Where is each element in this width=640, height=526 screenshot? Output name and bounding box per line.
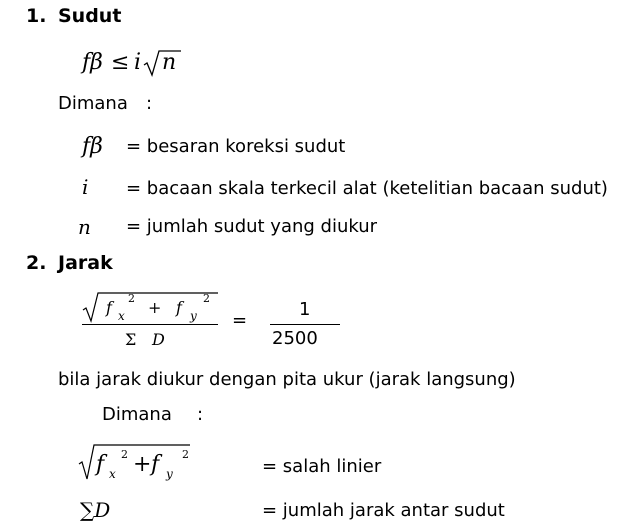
numerator-exp: 2 [203,292,210,305]
where-colon: : [146,93,153,114]
numerator-exp: 2 [128,292,135,305]
def-exp: 2 [182,448,189,461]
rhs-numerator: 1 [299,299,311,320]
numerator-f: f [176,298,182,317]
where-label: Dimana [58,93,128,114]
section-2-title: Jarak [58,252,113,274]
def-plus: + [133,452,152,477]
definition-text-n: = jumlah sudut yang diukur [126,216,378,237]
definition-text-i: = bacaan skala terkecil alat (ketelitian bacaan sudut) [126,178,608,199]
numerator-plus: + [148,298,162,317]
definition-text-fbeta: = besaran koreksi sudut [126,136,346,157]
fraction-bar [82,324,218,325]
definition-symbol-i: i [82,175,89,199]
definition-text-linear-error: = salah linier [262,456,382,477]
denominator-sigma: Σ [125,330,137,349]
numerator-f: f [106,298,112,317]
def-sub-y: y [166,467,173,481]
where-label: Dimana [102,404,172,425]
definition-symbol-n: n [78,215,91,239]
denominator-d: D [152,330,165,349]
where-colon: : [197,404,204,425]
fraction-bar [270,324,340,325]
def-f: f [96,452,105,477]
def-sub-x: x [109,467,116,481]
definition-symbol-fbeta: fβ [82,134,103,159]
definition-symbol-sum-d: ∑D [80,498,111,522]
numerator-sub-y: y [190,309,197,323]
formula-leq: ≤ [111,50,130,75]
rhs-denominator: 2500 [272,328,318,349]
distance-condition: bila jarak diukur dengan pita ukur (jarak langsung) [58,369,516,390]
section-2-number: 2. [26,252,47,274]
section-1-title: Sudut [58,5,122,27]
formula-lhs: fβ [82,50,103,75]
formula-i: i [134,50,142,75]
formula-n: n [162,50,177,75]
def-f: f [151,452,160,477]
definition-text-sum-d: = jumlah jarak antar sudut [262,500,505,521]
numerator-sub-x: x [118,309,125,323]
section-1-number: 1. [26,5,47,27]
formula-equals: = [232,310,248,331]
def-exp: 2 [121,448,128,461]
